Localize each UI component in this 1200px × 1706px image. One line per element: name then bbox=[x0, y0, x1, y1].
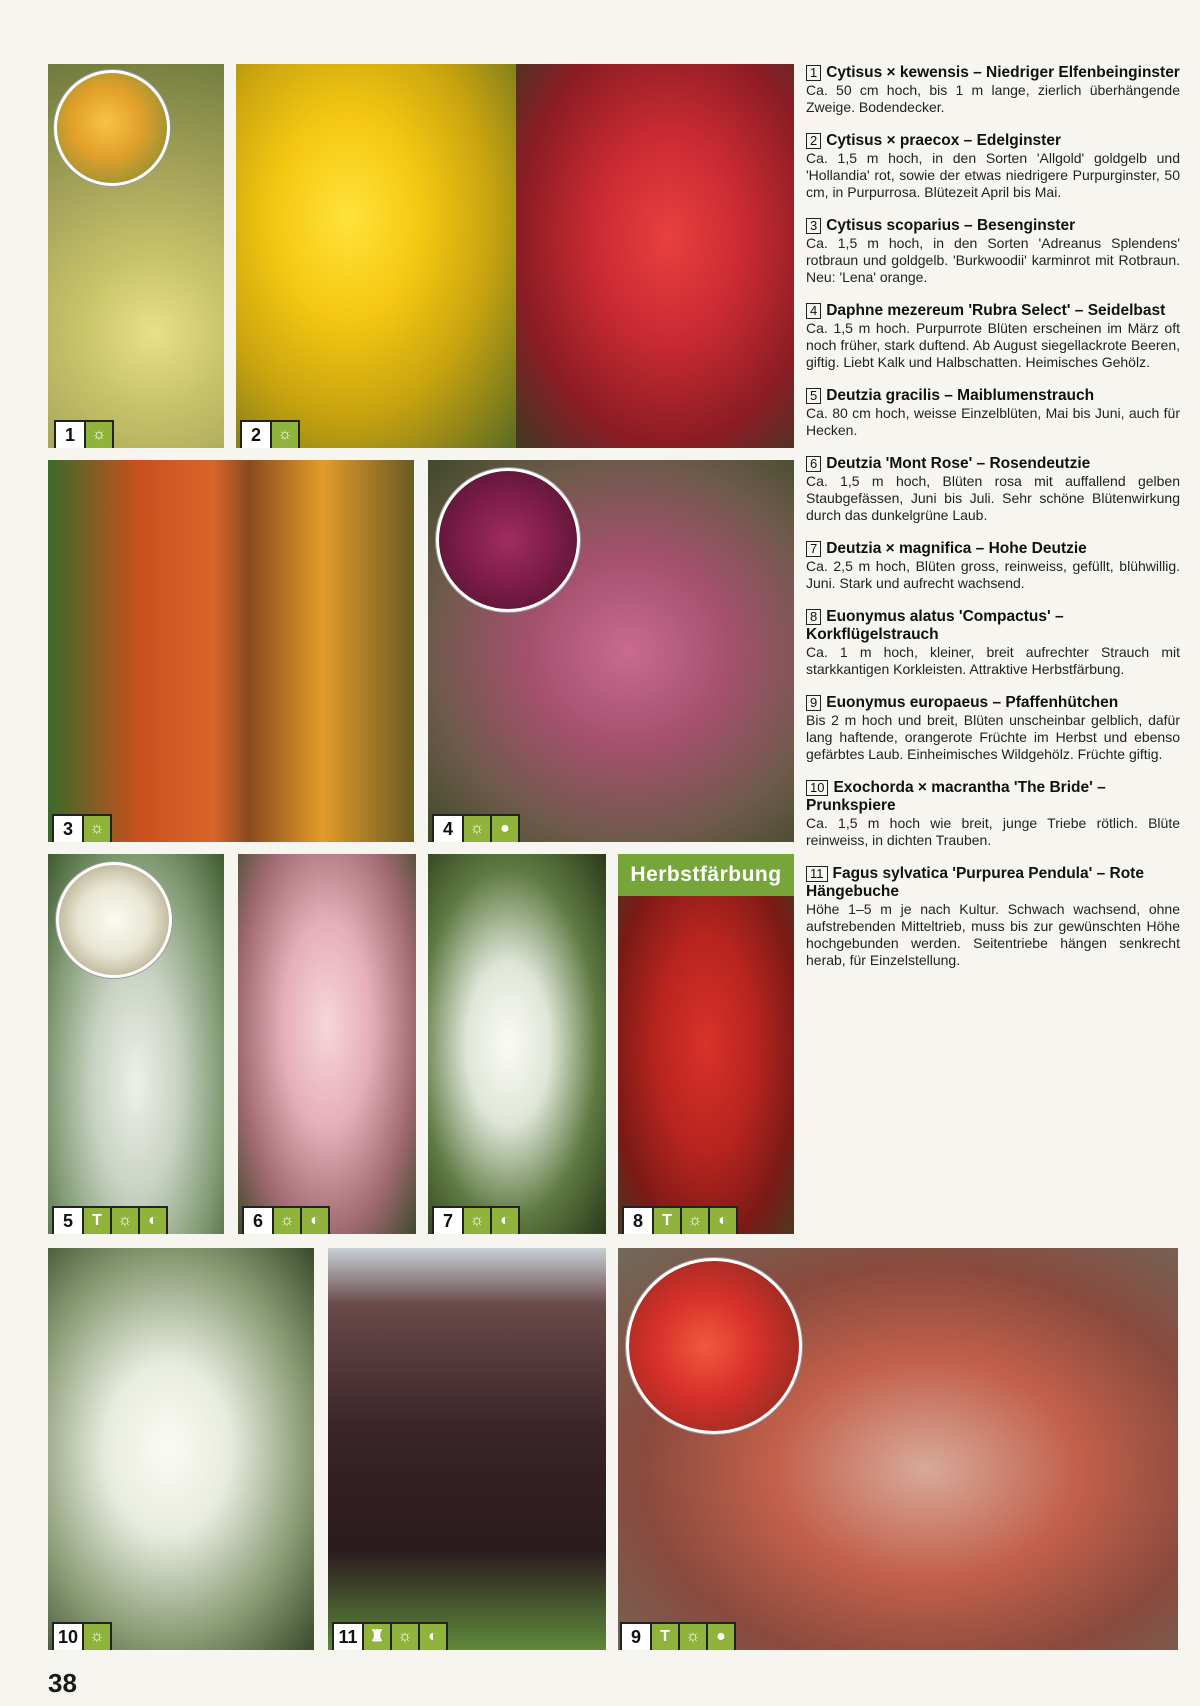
photo-euonymus-europaeus bbox=[618, 1248, 1178, 1650]
half-sun-icon: ◐ bbox=[300, 1208, 328, 1234]
entry-9 bbox=[806, 694, 1180, 763]
entry-6 bbox=[806, 455, 1180, 524]
entry-text: Ca. 1,5 m hoch. Purpurrote Blüten erscheinen im März oft noch früher, stark duftend. Ab August siegellackrote Beeren, giftig. Liebt Kalk und Halbschatten. Heimisches Gehölz. bbox=[806, 320, 1180, 370]
half-sun-icon: ◐ bbox=[490, 1208, 518, 1234]
entry-number: 6 bbox=[806, 456, 821, 472]
entry-text: Ca. 1,5 m hoch, in den Sorten 'Allgold' goldgelb und 'Hollandia' rot, sowie der etwas niedrigere Purpurginster, 50 cm, in Purpurrosa. Blütezeit April bis Mai. bbox=[806, 150, 1180, 200]
t-symbol: T bbox=[82, 1208, 110, 1234]
photo-number: 2 bbox=[242, 422, 270, 448]
entry-title: Fagus sylvatica 'Purpurea Pendula' – Rote Hängebuche bbox=[806, 865, 1144, 900]
entry-text: Ca. 50 cm hoch, bis 1 m lange, zierlich überhängende Zweige. Bodendecker. bbox=[806, 82, 1180, 115]
dot-icon: ● bbox=[490, 816, 518, 842]
entry-text: Bis 2 m hoch und breit, Blüten unscheinbar gelblich, dafür lang haftende, orangerote Früchte im Herbst und ebenso gefärbtes Laub. Einheimisches Wildgehölz. Früchte giftig. bbox=[806, 712, 1180, 762]
entry-10 bbox=[806, 779, 1180, 849]
sun-icon: ☼ bbox=[462, 1208, 490, 1234]
sun-icon: ☼ bbox=[110, 1208, 138, 1234]
photo-number: 7 bbox=[434, 1208, 462, 1234]
entry-number: 1 bbox=[806, 65, 821, 81]
photo-tag-11 bbox=[332, 1622, 448, 1650]
photo-number: 9 bbox=[622, 1624, 650, 1650]
photo-deutzia-gracilis bbox=[48, 854, 224, 1234]
entry-8 bbox=[806, 608, 1180, 678]
photo-fagus-sylvatica bbox=[328, 1248, 606, 1650]
photo-tag-1 bbox=[54, 420, 114, 448]
photo-deutzia-mont-rose bbox=[238, 854, 416, 1234]
photo-number: 11 bbox=[334, 1624, 362, 1650]
entry-11 bbox=[806, 865, 1180, 969]
dot-icon: ● bbox=[706, 1624, 734, 1650]
entry-title: Cytisus × kewensis – Niedriger Elfenbeinginster bbox=[826, 64, 1180, 81]
pot-icon: ♜ bbox=[362, 1624, 390, 1650]
entry-title: Cytisus scoparius – Besenginster bbox=[826, 217, 1076, 234]
autumn-color-banner: Herbstfärbung bbox=[618, 854, 794, 896]
photo-exochorda bbox=[48, 1248, 314, 1650]
photo-tag-3 bbox=[52, 814, 112, 842]
page-number: 38 bbox=[48, 1668, 77, 1698]
entry-title: Exochorda × macrantha 'The Bride' – Prunkspiere bbox=[806, 779, 1106, 814]
photo-cytisus-kewensis bbox=[48, 64, 224, 448]
entry-text: Ca. 2,5 m hoch, Blüten gross, reinweiss, gefüllt, blühwillig. Juni. Stark und aufrecht wachsend. bbox=[806, 558, 1180, 591]
sun-icon: ☼ bbox=[390, 1624, 418, 1650]
photo-tag-4 bbox=[432, 814, 520, 842]
t-symbol: T bbox=[650, 1624, 678, 1650]
entry-title: Deutzia × magnifica – Hohe Deutzie bbox=[826, 540, 1087, 557]
photo-inset-closeup bbox=[436, 468, 580, 612]
entry-3 bbox=[806, 217, 1180, 286]
entry-number: 4 bbox=[806, 303, 821, 319]
photo-number: 8 bbox=[624, 1208, 652, 1234]
photo-tag-2 bbox=[240, 420, 300, 448]
photo-cytisus-scoparius bbox=[48, 460, 414, 842]
entry-title: Euonymus alatus 'Compactus' – Korkflügelstrauch bbox=[806, 608, 1064, 643]
entry-text: Ca. 80 cm hoch, weisse Einzelblüten, Mai bis Juni, auch für Hecken. bbox=[806, 405, 1180, 438]
photo-inset-closeup bbox=[626, 1258, 802, 1434]
photo-cytisus-praecox-yellow bbox=[236, 64, 516, 448]
entry-7 bbox=[806, 540, 1180, 592]
entry-number: 9 bbox=[806, 695, 821, 711]
sun-icon: ☼ bbox=[82, 1624, 110, 1650]
half-sun-icon: ◐ bbox=[418, 1624, 446, 1650]
half-sun-icon: ◐ bbox=[138, 1208, 166, 1234]
photo-number: 3 bbox=[54, 816, 82, 842]
photo-tag-10 bbox=[52, 1622, 112, 1650]
photo-tag-5 bbox=[52, 1206, 168, 1234]
entry-5 bbox=[806, 387, 1180, 439]
entry-title: Deutzia 'Mont Rose' – Rosendeutzie bbox=[826, 455, 1091, 472]
photo-tag-7 bbox=[432, 1206, 520, 1234]
entry-text: Ca. 1,5 m hoch wie breit, junge Triebe rötlich. Blüte reinweiss, in dichten Trauben. bbox=[806, 815, 1180, 848]
sun-icon: ☼ bbox=[270, 422, 298, 448]
entry-number: 11 bbox=[806, 866, 828, 882]
entry-number: 7 bbox=[806, 541, 821, 557]
half-sun-icon: ◐ bbox=[708, 1208, 736, 1234]
photo-tag-9 bbox=[620, 1622, 736, 1650]
photo-number: 1 bbox=[56, 422, 84, 448]
entry-2 bbox=[806, 132, 1180, 201]
entry-number: 10 bbox=[806, 780, 828, 796]
entry-number: 3 bbox=[806, 218, 821, 234]
photo-number: 4 bbox=[434, 816, 462, 842]
entry-title: Daphne mezereum 'Rubra Select' – Seidelbast bbox=[826, 302, 1166, 319]
photo-number: 5 bbox=[54, 1208, 82, 1234]
photo-cytisus-praecox-red bbox=[516, 64, 794, 448]
photo-number: 10 bbox=[54, 1624, 82, 1650]
entry-title: Euonymus europaeus – Pfaffenhütchen bbox=[826, 694, 1119, 711]
entry-4 bbox=[806, 302, 1180, 371]
entry-text: Ca. 1,5 m hoch, in den Sorten 'Adreanus Splendens' rotbraun und goldgelb. 'Burkwoodii' karminrot mit Rotbraun. Neu: 'Lena' orange. bbox=[806, 235, 1180, 285]
t-symbol: T bbox=[652, 1208, 680, 1234]
sun-icon: ☼ bbox=[84, 422, 112, 448]
photo-deutzia-magnifica bbox=[428, 854, 606, 1234]
sun-icon: ☼ bbox=[678, 1624, 706, 1650]
entry-title: Deutzia gracilis – Maiblumenstrauch bbox=[826, 387, 1095, 404]
photo-inset-closeup bbox=[54, 70, 170, 186]
entry-text: Ca. 1,5 m hoch, Blüten rosa mit auffallend gelben Staubgefässen, Juni bis Juli. Sehr schöne Blütenwirkung durch das dunkelgrüne Laub. bbox=[806, 473, 1180, 523]
entry-text: Ca. 1 m hoch, kleiner, breit aufrechter Strauch mit starkkantigen Korkleisten. Attraktive Herbstfärbung. bbox=[806, 644, 1180, 677]
sun-icon: ☼ bbox=[82, 816, 110, 842]
photo-tag-8 bbox=[622, 1206, 738, 1234]
photo-number: 6 bbox=[244, 1208, 272, 1234]
entry-number: 2 bbox=[806, 133, 821, 149]
photo-euonymus-alatus bbox=[618, 854, 794, 1234]
entry-1 bbox=[806, 64, 1180, 116]
entry-number: 8 bbox=[806, 609, 821, 625]
entry-number: 5 bbox=[806, 388, 821, 404]
entry-title: Cytisus × praecox – Edelginster bbox=[826, 132, 1061, 149]
sun-icon: ☼ bbox=[462, 816, 490, 842]
photo-daphne-mezereum bbox=[428, 460, 794, 842]
sun-icon: ☼ bbox=[680, 1208, 708, 1234]
photo-inset-closeup bbox=[56, 862, 172, 978]
sun-icon: ☼ bbox=[272, 1208, 300, 1234]
plant-descriptions bbox=[806, 64, 1180, 985]
photo-tag-6 bbox=[242, 1206, 330, 1234]
entry-text: Höhe 1–5 m je nach Kultur. Schwach wachsend, ohne aufstrebenden Mitteltrieb, muss bis zur gewünschten Höhe hochgebunden werden. Seitentriebe hängen senkrecht herab, für Einzelstellung. bbox=[806, 901, 1180, 968]
